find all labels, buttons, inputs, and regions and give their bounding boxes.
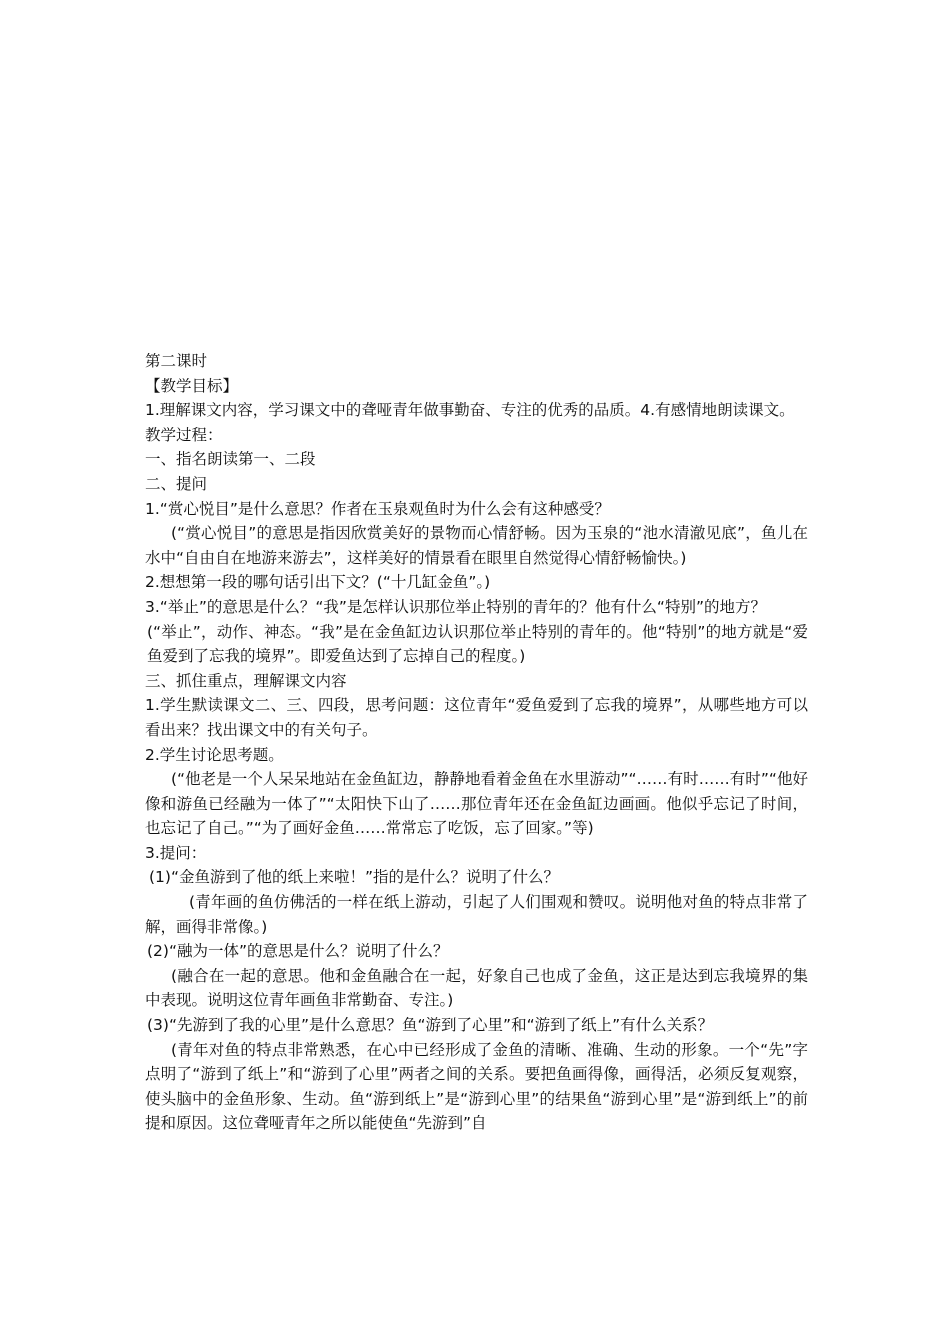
task-one: 1.学生默读课文二、三、四段，思考问题：这位青年“爱鱼爱到了忘我的境界”，从哪些地方可以看出来？找出课文中的有关句子。 [145, 696, 808, 739]
objectives-heading: 【教学目标】 [145, 376, 239, 395]
task-three: 3.提问： [145, 843, 207, 862]
sub-question-three: (3)“先游到了我的心里”是什么意思？鱼“游到了心里”和“游到了纸上”有什么关系？ [147, 1016, 714, 1035]
sub-answer-three: (青年对鱼的特点非常熟悉，在心中已经形成了金鱼的清晰、准确、生动的形象。一个“先”字点明了“游到了纸上”和“游到了心里”两者之间的关系。要把鱼画得像，画得活，必须反复观察，使头脑中的金鱼形象、生动。鱼“游到纸上”是“游到心里”的结果鱼“游到心里”是“游到纸上”的前提和原因。这位聋哑青年之所以能使鱼“先游到”自 [145, 1040, 808, 1133]
answer-one: (“赏心悦目”的意思是指因欣赏美好的景物而心情舒畅。因为玉泉的“池水清澈见底”，鱼儿在水中“自由自在地游来游去”，这样美好的情景看在眼里自然觉得心情舒畅愉快。) [145, 524, 808, 567]
sub-question-two: (2)“融为一体”的意思是什么？说明了什么？ [147, 942, 449, 961]
objective-paragraph: 1.理解课文内容，学习课文中的聋哑青年做事勤奋、专注的优秀的品质。4.有感情地朗读课文。 [145, 401, 795, 420]
question-three: 3.“举止”的意思是什么？“我”是怎样认识那位举止特别的青年的？他有什么“特别”的地方？ [145, 597, 766, 616]
sub-answer-one: (青年画的鱼仿佛活的一样在纸上游动，引起了人们围观和赞叹。说明他对鱼的特点非常了解，画得非常像。) [145, 893, 808, 936]
step-three: 三、抓住重点，理解课文内容 [145, 671, 347, 690]
step-two: 二、提问 [145, 474, 208, 493]
answer-three: (“举止”，动作、神态。“我”是在金鱼缸边认识那位举止特别的青年的。他“特别”的地方就是“爱鱼爱到了忘我的境界”。即爱鱼达到了忘掉自己的程度。) [147, 622, 808, 666]
question-two: 2.想想第一段的哪句话引出下文？(“十几缸金鱼”。) [145, 573, 491, 592]
sub-answer-two: (融合在一起的意思。他和金鱼融合在一起，好象自己也成了金鱼，这正是达到忘我境界的集中表现。说明这位青年画鱼非常勤奋、专注。) [145, 966, 808, 1010]
task-two-answer: (“他老是一个人呆呆地站在金鱼缸边，静静地看着金鱼在水里游动”“……有时……有时”“他好像和游鱼已经融为一体了”“太阳快下山了……那位青年还在金鱼缸边画画。他似乎忘记了时间，也忘记了自己。”“为了画好金鱼……常常忘了吃饭，忘了回家。”等) [145, 770, 808, 838]
document-body [145, 349, 808, 1136]
process-heading: 教学过程： [145, 425, 223, 444]
lesson-title: 第二课时 [145, 352, 208, 370]
task-two: 2.学生讨论思考题。 [145, 745, 284, 764]
step-one: 一、指名朗读第一、二段 [145, 450, 316, 469]
question-one: 1.“赏心悦目”是什么意思？作者在玉泉观鱼时为什么会有这种感受？ [145, 499, 610, 518]
sub-question-one: (1)“金鱼游到了他的纸上来啦！”指的是什么？说明了什么？ [149, 868, 560, 887]
